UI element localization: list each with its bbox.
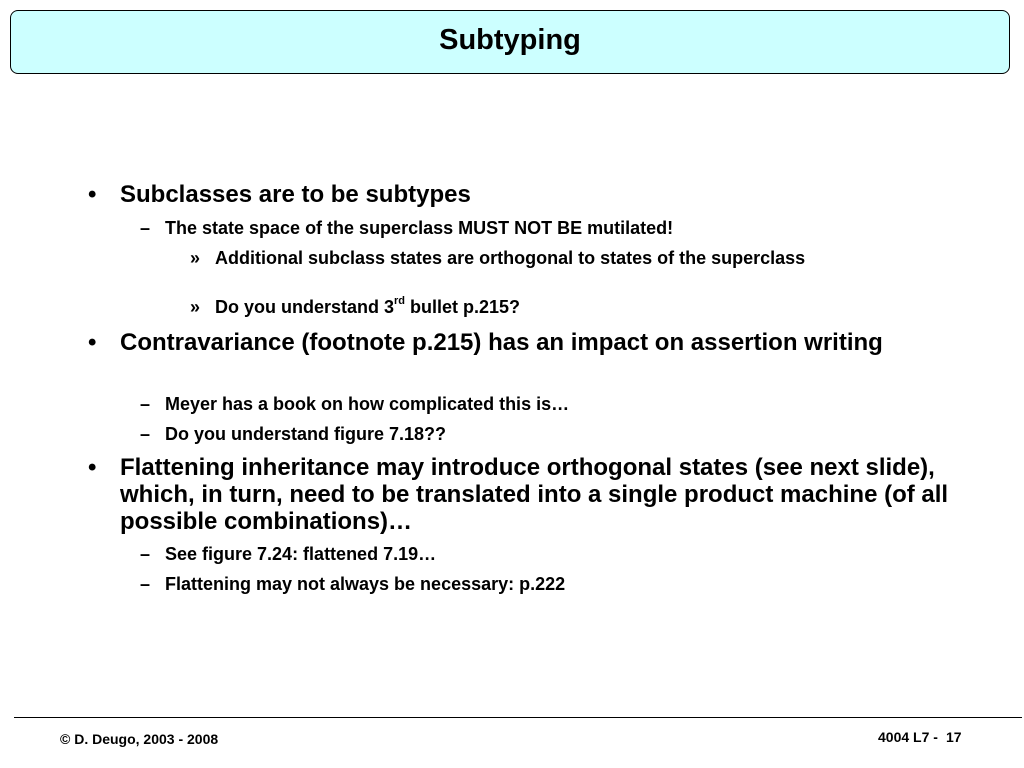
sub-bullet-item — [140, 573, 960, 595]
chevron-marker: » — [190, 248, 201, 268]
bullet-text: Subclasses are to be subtypes — [120, 181, 471, 208]
ordinal-superscript: rd — [394, 295, 406, 307]
bullet-marker: • — [88, 181, 97, 208]
sub-bullet-item — [140, 217, 960, 239]
sub-bullet-text: Flattening may not always be necessary: p.222 — [165, 574, 566, 594]
footer-course: 4004 L7 - — [878, 729, 938, 745]
page-number: 17 — [945, 729, 962, 745]
slide-title: Subtyping — [439, 23, 581, 56]
bullet-text: Flattening inheritance may introduce orthogonal states (see next slide), which, in turn, need to be translated into a single product machine (of all possible combinations)… — [120, 454, 949, 535]
bullet-marker: • — [88, 454, 97, 481]
sub-bullet-text: See figure 7.24: flattened 7.19… — [165, 544, 437, 564]
sub-sub-bullet-text — [215, 297, 870, 318]
sub-bullet-item — [140, 393, 960, 415]
sub-bullet-item — [140, 543, 960, 565]
sub-bullet-text: The state space of the superclass MUST NOT BE mutilated! — [165, 218, 674, 238]
dash-marker: – — [140, 394, 151, 414]
footer-page-info — [878, 729, 962, 745]
text-before-superscript: Do you understand 3 — [215, 297, 395, 317]
dash-marker: – — [140, 218, 151, 238]
sub-sub-bullet-item — [190, 248, 870, 269]
chevron-marker: » — [190, 297, 201, 317]
footer-copyright: © D. Deugo, 2003 - 2008 — [60, 731, 219, 747]
text-after-superscript: bullet p.215? — [405, 297, 521, 317]
dash-marker: – — [140, 574, 151, 594]
bullet-item — [88, 454, 958, 535]
sub-bullet-item — [140, 423, 960, 445]
dash-marker: – — [140, 424, 151, 444]
footer-divider — [14, 717, 1022, 718]
sub-sub-bullet-item — [190, 297, 870, 318]
dash-marker: – — [140, 544, 151, 564]
sub-bullet-text: Do you understand figure 7.18?? — [165, 424, 447, 444]
sub-sub-bullet-text: Additional subclass states are orthogonal to states of the superclass — [215, 248, 806, 268]
bullet-marker: • — [88, 329, 97, 356]
bullet-item — [88, 329, 958, 356]
bullet-text: Contravariance (footnote p.215) has an impact on assertion writing — [120, 329, 883, 356]
sub-bullet-text: Meyer has a book on how complicated this is… — [165, 394, 570, 414]
bullet-item — [88, 181, 958, 208]
